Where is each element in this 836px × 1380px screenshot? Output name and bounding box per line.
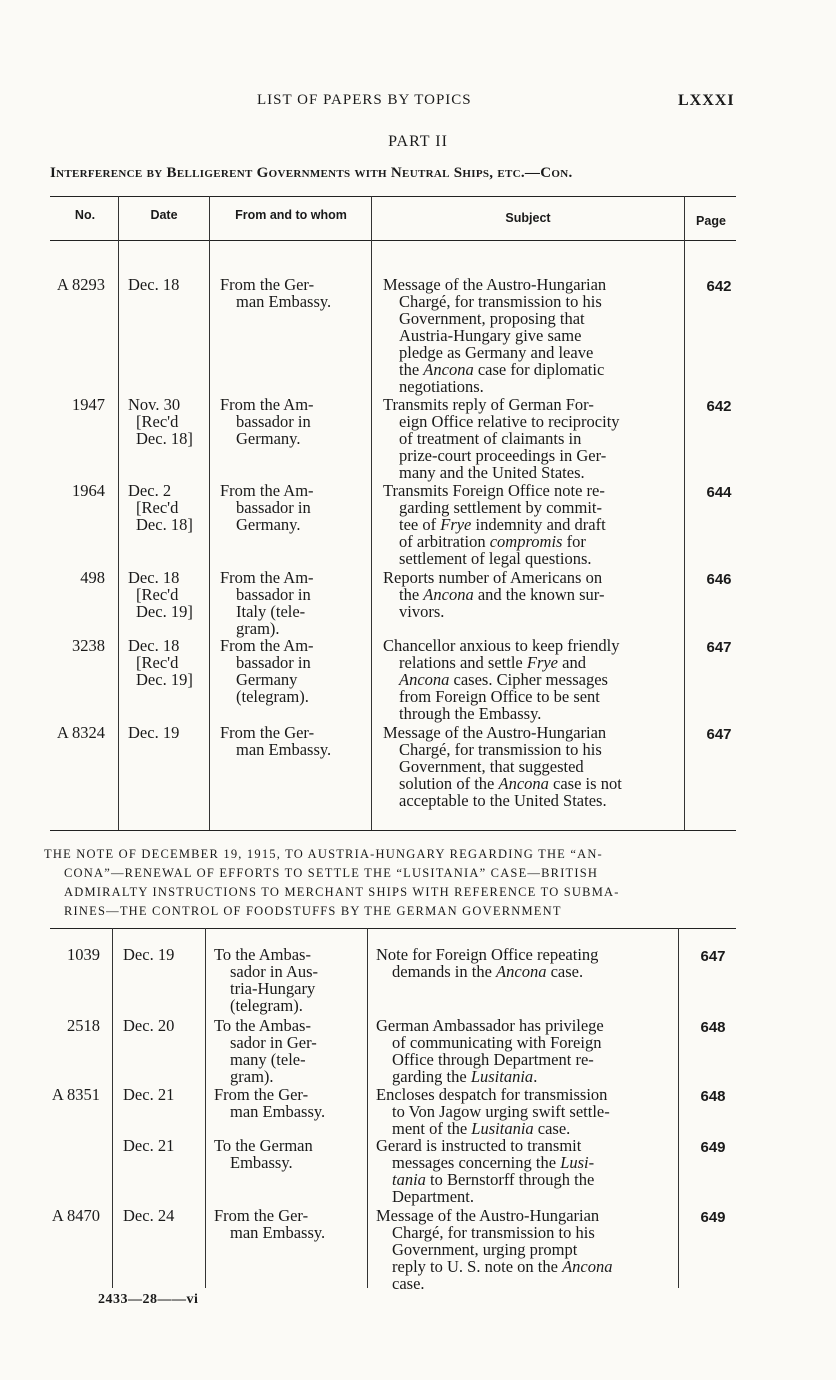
cell-page: 647 xyxy=(706,726,732,743)
cell-number: 498 xyxy=(80,568,105,587)
cell-from xyxy=(220,276,368,310)
topic-heading-line: THE NOTE OF DECEMBER 19, 1915, TO AUSTRIA-HUNGARY REGARDING THE “AN- xyxy=(44,847,603,861)
cell-line: solution of the Ancona case is not xyxy=(399,774,622,793)
cell-line: Dec. 19] xyxy=(136,602,193,621)
cell-number: A 8470 xyxy=(51,1206,100,1225)
cell-line: Message of the Austro-Hungarian xyxy=(376,1206,600,1225)
cell-line: Note for Foreign Office repeating xyxy=(376,945,599,964)
cell-subject xyxy=(383,276,675,395)
cell-line: tania to Bernstorff through the xyxy=(392,1170,595,1189)
cell-line: Government, that suggested xyxy=(399,757,584,776)
cell-line: [Rec'd xyxy=(136,653,179,672)
cell-line: Transmits Foreign Office note re- xyxy=(383,481,605,500)
cell-line: demands in the Ancona case. xyxy=(392,962,584,981)
cell-line: [Rec'd xyxy=(136,412,179,431)
cell-line: [Rec'd xyxy=(136,498,179,517)
column-rule xyxy=(371,196,372,830)
column-rule xyxy=(367,928,368,1288)
table-section-rule xyxy=(50,830,736,831)
topic-heading xyxy=(44,845,734,921)
cell-number: 1964 xyxy=(72,481,105,500)
cell-from xyxy=(214,1137,362,1171)
cell-line: Dec. 19] xyxy=(136,670,193,689)
cell-line: to Von Jagow urging swift settle- xyxy=(392,1102,610,1121)
cell-line: man Embassy. xyxy=(236,740,332,759)
col-header-date: Date xyxy=(150,208,178,222)
page-folio: LXXXI xyxy=(678,92,735,109)
cell-date xyxy=(128,637,213,688)
cell-line: Dec. 21 xyxy=(123,1085,175,1104)
cell-line: Chargé, for transmission to his xyxy=(392,1223,595,1242)
cell-subject xyxy=(383,637,675,722)
cell-line: bassador in xyxy=(236,585,311,604)
cell-date xyxy=(128,724,213,741)
cell-line: bassador in xyxy=(236,498,311,517)
cell-line: man Embassy. xyxy=(230,1102,326,1121)
cell-subject xyxy=(376,1017,668,1085)
cell-line: ment of the Lusitania case. xyxy=(392,1119,571,1138)
column-rule xyxy=(678,928,679,1288)
cell-line: German Ambassador has privilege xyxy=(376,1016,604,1035)
cell-line: sador in Ger- xyxy=(230,1033,317,1052)
topic-heading-line: ADMIRALTY INSTRUCTIONS TO MERCHANT SHIPS WITH REFERENCE TO SUBMA- xyxy=(64,885,620,899)
cell-line: Reports number of Americans on xyxy=(383,568,603,587)
cell-date xyxy=(123,1137,208,1154)
cell-line: Transmits reply of German For- xyxy=(383,395,594,414)
cell-subject xyxy=(383,482,675,567)
cell-line: many and the United States. xyxy=(399,463,585,482)
cell-line: Government, proposing that xyxy=(399,309,585,328)
cell-from xyxy=(214,1017,362,1085)
cell-line: Encloses despatch for transmission xyxy=(376,1085,608,1104)
cell-number: A 8351 xyxy=(51,1085,100,1104)
cell-line: Chancellor anxious to keep friendly xyxy=(383,636,620,655)
cell-line: Italy (tele- xyxy=(236,602,306,621)
cell-line: negotiations. xyxy=(399,377,484,396)
table-top-rule xyxy=(50,196,736,197)
cell-line: acceptable to the United States. xyxy=(399,791,607,810)
printer-mark: 2433—28——vi xyxy=(98,1292,199,1307)
col-header-no: No. xyxy=(74,208,96,222)
topic-heading-line: RINES—THE CONTROL OF FOODSTUFFS BY THE GERMAN GOVERNMENT xyxy=(64,904,562,918)
running-head: LIST OF PAPERS BY TOPICS xyxy=(257,92,472,108)
table-section-rule xyxy=(50,928,736,929)
cell-line: case. xyxy=(392,1274,425,1293)
cell-date xyxy=(123,1086,208,1103)
cell-line: vivors. xyxy=(399,602,445,621)
cell-date xyxy=(123,1017,208,1034)
topic-heading-line: CONA”—RENEWAL OF EFFORTS TO SETTLE THE “LUSITANIA” CASE—BRITISH xyxy=(64,866,599,880)
cell-line: Message of the Austro-Hungarian xyxy=(383,275,607,294)
cell-line: from Foreign Office to be sent xyxy=(399,687,600,706)
cell-line: man Embassy. xyxy=(236,292,332,311)
cell-line: sador in Aus- xyxy=(230,962,319,981)
cell-subject xyxy=(376,1207,668,1292)
cell-number: 2518 xyxy=(67,1016,100,1035)
cell-page: 649 xyxy=(700,1139,726,1156)
column-rule xyxy=(205,928,206,1288)
cell-line: tria-Hungary xyxy=(230,979,316,998)
cell-from xyxy=(214,1207,362,1241)
section-title: Interference by Belligerent Governments with Neutral Ships, etc.—Con. xyxy=(50,165,573,181)
cell-line: prize-court proceedings in Ger- xyxy=(399,446,607,465)
cell-line: From the Am- xyxy=(220,395,314,414)
cell-line: To the Ambas- xyxy=(214,1016,311,1035)
cell-line: Nov. 30 xyxy=(128,395,181,414)
cell-number: A 8293 xyxy=(56,275,105,294)
cell-line: Dec. 2 xyxy=(128,481,172,500)
cell-line: From the Am- xyxy=(220,636,314,655)
cell-line: To the German xyxy=(214,1136,313,1155)
cell-line: Gerard is instructed to transmit xyxy=(376,1136,582,1155)
cell-date xyxy=(128,396,213,447)
table-header-rule xyxy=(50,240,736,241)
cell-date xyxy=(128,569,213,620)
cell-line: eign Office relative to reciprocity xyxy=(399,412,620,431)
cell-number: 1947 xyxy=(72,395,105,414)
col-header-page: Page xyxy=(696,214,726,228)
cell-line: many (tele- xyxy=(230,1050,306,1069)
cell-line: Dec. 18 xyxy=(128,275,180,294)
cell-from xyxy=(220,482,368,533)
cell-line: Ancona cases. Cipher messages xyxy=(399,670,608,689)
cell-date xyxy=(128,482,213,533)
cell-page: 646 xyxy=(706,571,732,588)
cell-from xyxy=(214,1086,362,1120)
cell-line: From the Am- xyxy=(220,481,314,500)
cell-line: of communicating with Foreign xyxy=(392,1033,602,1052)
cell-line: of arbitration compromis for xyxy=(399,532,586,551)
cell-line: Dec. 18] xyxy=(136,515,193,534)
cell-line: Chargé, for transmission to his xyxy=(399,292,602,311)
cell-line: Dec. 21 xyxy=(123,1136,175,1155)
cell-from xyxy=(220,724,368,758)
cell-page: 649 xyxy=(700,1209,726,1226)
cell-from xyxy=(220,637,368,705)
cell-from xyxy=(220,396,368,447)
cell-line: reply to U. S. note on the Ancona xyxy=(392,1257,613,1276)
cell-from xyxy=(220,569,368,637)
cell-line: tee of Frye indemnity and draft xyxy=(399,515,606,534)
cell-line: Germany. xyxy=(236,429,301,448)
cell-line: Dec. 19 xyxy=(128,723,180,742)
cell-line: From the Ger- xyxy=(214,1206,309,1225)
cell-line: (telegram). xyxy=(230,996,303,1015)
cell-line: settlement of legal questions. xyxy=(399,549,592,568)
cell-subject xyxy=(376,946,668,980)
cell-line: gram). xyxy=(236,619,280,638)
cell-line: garding the Lusitania. xyxy=(392,1067,538,1086)
cell-page: 644 xyxy=(706,484,732,501)
cell-line: Dec. 18 xyxy=(128,636,180,655)
cell-line: Germany xyxy=(236,670,298,689)
cell-line: Dec. 19 xyxy=(123,945,175,964)
cell-page: 642 xyxy=(706,398,732,415)
cell-subject xyxy=(376,1086,668,1137)
cell-page: 648 xyxy=(700,1088,726,1105)
cell-line: [Rec'd xyxy=(136,585,179,604)
cell-line: of treatment of claimants in xyxy=(399,429,582,448)
cell-line: Chargé, for transmission to his xyxy=(399,740,602,759)
cell-line: messages concerning the Lusi- xyxy=(392,1153,595,1172)
cell-line: Dec. 18 xyxy=(128,568,180,587)
cell-line: Government, urging prompt xyxy=(392,1240,578,1259)
cell-page: 647 xyxy=(706,639,732,656)
cell-page: 648 xyxy=(700,1019,726,1036)
column-rule xyxy=(118,196,119,830)
cell-line: Department. xyxy=(392,1187,475,1206)
cell-line: From the Ger- xyxy=(220,723,315,742)
cell-line: bassador in xyxy=(236,653,311,672)
cell-line: Embassy. xyxy=(230,1153,293,1172)
column-rule xyxy=(112,928,113,1288)
cell-date xyxy=(123,1207,208,1224)
cell-line: From the Ger- xyxy=(220,275,315,294)
cell-page: 642 xyxy=(706,278,732,295)
cell-line: bassador in xyxy=(236,412,311,431)
cell-line: Germany. xyxy=(236,515,301,534)
cell-subject xyxy=(376,1137,668,1205)
cell-line: From the Am- xyxy=(220,568,314,587)
cell-line: the Ancona and the known sur- xyxy=(399,585,605,604)
cell-number: 1039 xyxy=(67,945,100,964)
column-rule xyxy=(684,196,685,830)
cell-line: gram). xyxy=(230,1067,274,1086)
cell-subject xyxy=(383,569,675,620)
cell-line: Austria-Hungary give same xyxy=(399,326,582,345)
part-title: PART II xyxy=(388,133,448,150)
cell-line: man Embassy. xyxy=(230,1223,326,1242)
cell-line: Dec. 24 xyxy=(123,1206,175,1225)
cell-line: From the Ger- xyxy=(214,1085,309,1104)
cell-line: relations and settle Frye and xyxy=(399,653,586,672)
col-header-from: From and to whom xyxy=(235,208,347,222)
cell-subject xyxy=(383,724,675,809)
cell-line: To the Ambas- xyxy=(214,945,311,964)
cell-from xyxy=(214,946,362,1014)
cell-line: Dec. 20 xyxy=(123,1016,175,1035)
cell-line: the Ancona case for diplomatic xyxy=(399,360,605,379)
cell-line: through the Embassy. xyxy=(399,704,542,723)
cell-line: garding settlement by commit- xyxy=(399,498,603,517)
cell-line: Message of the Austro-Hungarian xyxy=(383,723,607,742)
cell-subject xyxy=(383,396,675,481)
cell-date xyxy=(128,276,213,293)
cell-date xyxy=(123,946,208,963)
cell-line: pledge as Germany and leave xyxy=(399,343,594,362)
cell-line: (telegram). xyxy=(236,687,309,706)
cell-line: Office through Department re- xyxy=(392,1050,594,1069)
cell-number: A 8324 xyxy=(56,723,105,742)
col-header-subject: Subject xyxy=(505,211,551,225)
cell-page: 647 xyxy=(700,948,726,965)
cell-number: 3238 xyxy=(72,636,105,655)
cell-line: Dec. 18] xyxy=(136,429,193,448)
